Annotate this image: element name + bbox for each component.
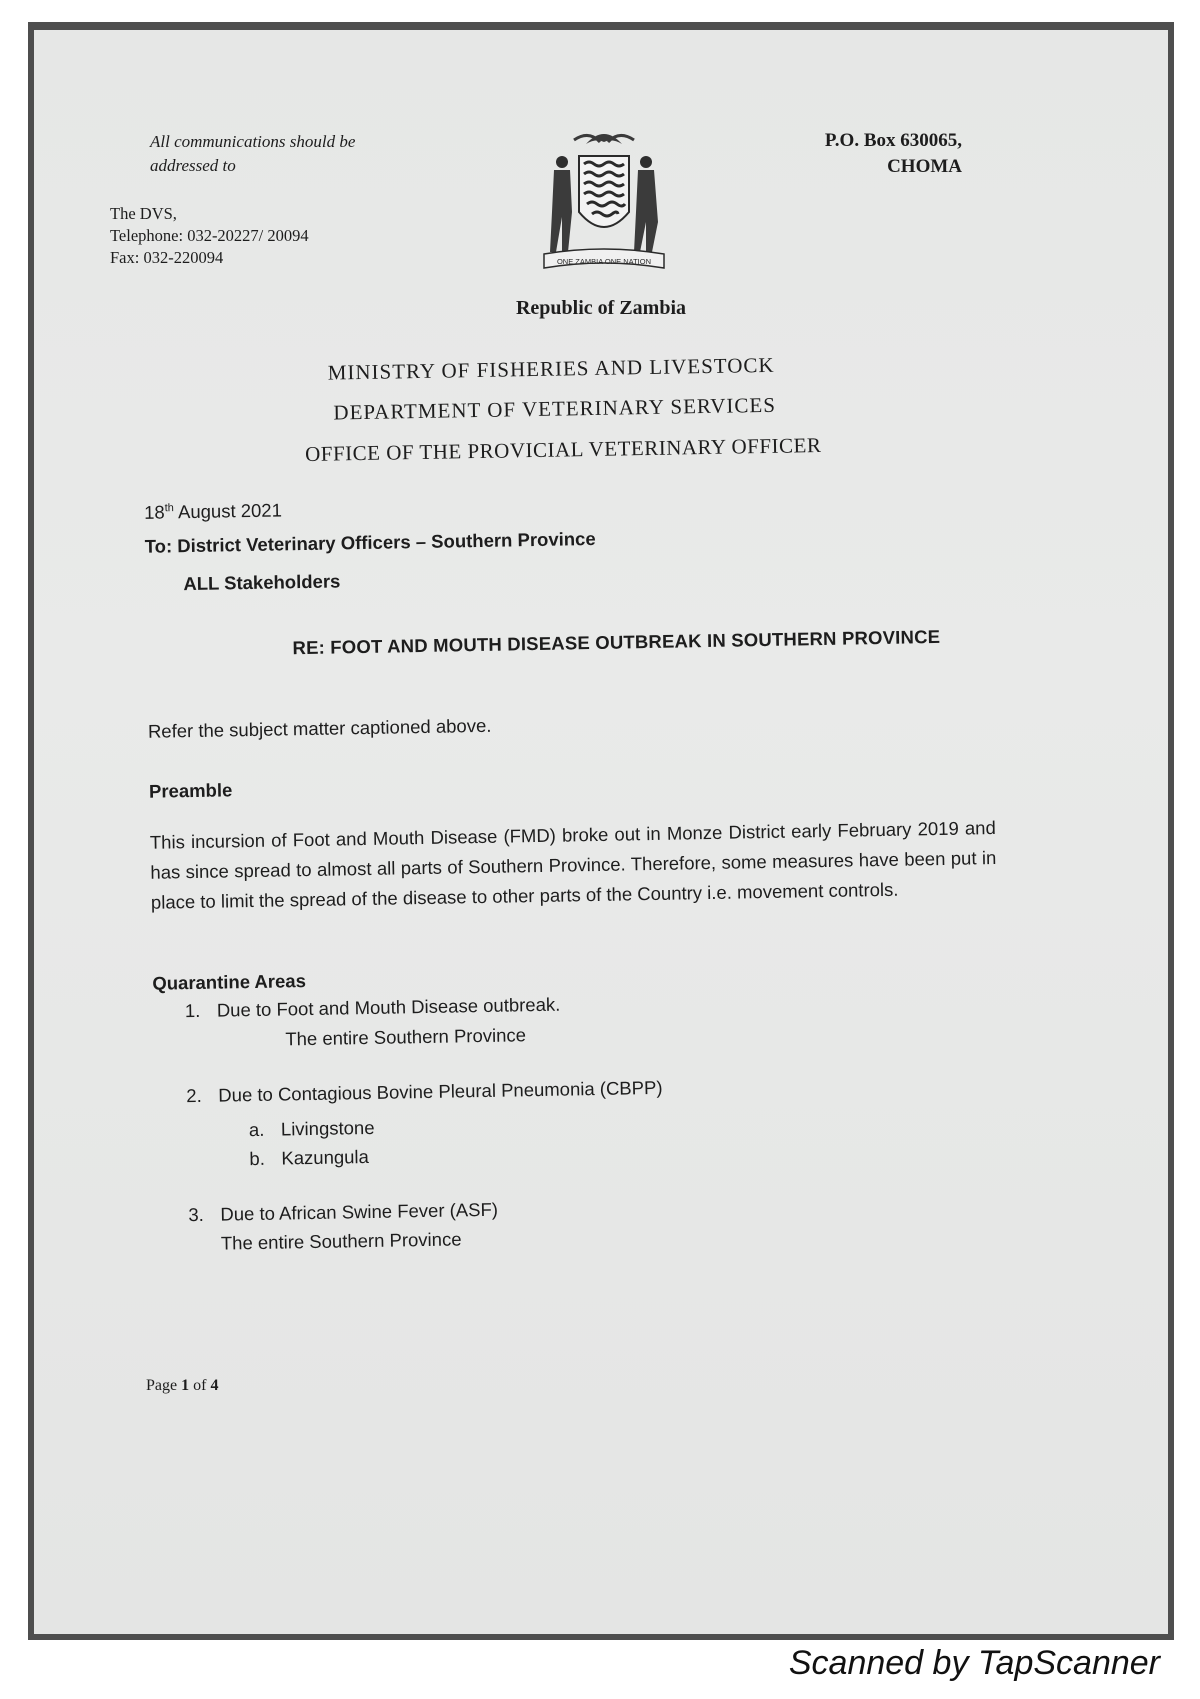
page-total: 4 [210,1377,219,1394]
letter-date [144,499,282,523]
recipient-line: To: District Veterinary Officers – Southern Province [144,527,596,557]
quarantine-item-1-detail: The entire Southern Province [285,1024,527,1050]
subitem-text: Livingstone [280,1116,375,1140]
preamble-heading: Preamble [148,779,233,802]
fax: Fax: 032-220094 [110,248,224,267]
preamble-paragraph: This incursion of Foot and Mouth Disease (FMD) broke out in Monze District early February 2019 and has since spread to almost all parts of Southern Province. Therefore, some measures have been put in place to limit the spread of the disease to other parts of the Country i.e. movement controls. [149,817,997,913]
town: CHOMA [887,156,962,177]
page-current: 1 [181,1377,190,1394]
quarantine-item-label: Due to African Swine Fever (ASF) [220,1198,499,1225]
ministry-heading: MINISTRY OF FISHERIES AND LIVESTOCK [327,352,775,385]
quarantine-item-number: 1. [184,999,201,1022]
refer-line: Refer the subject matter captioned above. [147,714,492,742]
quarantine-heading: Quarantine Areas [152,970,307,994]
communications-line-2: addressed to [150,156,236,175]
page-number [146,1377,218,1395]
quarantine-subitem-b [249,1146,369,1170]
addressee: The DVS, [110,204,177,223]
department-heading: DEPARTMENT OF VETERINARY SERVICES [333,392,777,425]
quarantine-item-1 [185,994,561,1023]
quarantine-item-number: 2. [186,1084,202,1107]
communications-line-1: All communications should be [150,132,356,151]
quarantine-item-number: 3. [188,1203,205,1226]
quarantine-item-label: Due to Contagious Bovine Pleural Pneumonia (CBPP) [218,1076,663,1106]
page-of: of [189,1377,211,1394]
recipient-stakeholders: ALL Stakeholders [183,570,341,595]
date-day: 18 [143,501,165,523]
telephone: Telephone: 032-20227/ 20094 [110,226,309,245]
date-suffix: th [164,502,174,515]
quarantine-item-3-detail: The entire Southern Province [220,1228,462,1254]
date-rest: August 2021 [173,499,283,523]
office-heading: OFFICE OF THE PROVICIAL VETERINARY OFFICER [304,432,822,466]
document-page [34,30,1168,1634]
republic-title: Republic of Zambia [515,297,687,319]
emblem-motto: ONE ZAMBIA ONE NATION [556,257,652,266]
subitem-letter: a. [248,1118,265,1141]
quarantine-item-label: Due to Foot and Mouth Disease outbreak. [216,993,561,1021]
subject-line: RE: FOOT AND MOUTH DISEASE OUTBREAK IN SOUTHERN PROVINCE [292,625,941,659]
subitem-letter: b. [249,1147,266,1170]
quarantine-item-3 [188,1199,498,1226]
po-box: P.O. Box 630065, [824,130,962,151]
page-label: Page [146,1377,182,1394]
quarantine-subitem-a [249,1117,375,1141]
subitem-text: Kazungula [281,1145,370,1169]
scanner-watermark: Scanned by TapScanner [788,1644,1160,1682]
quarantine-item-2 [186,1077,663,1107]
